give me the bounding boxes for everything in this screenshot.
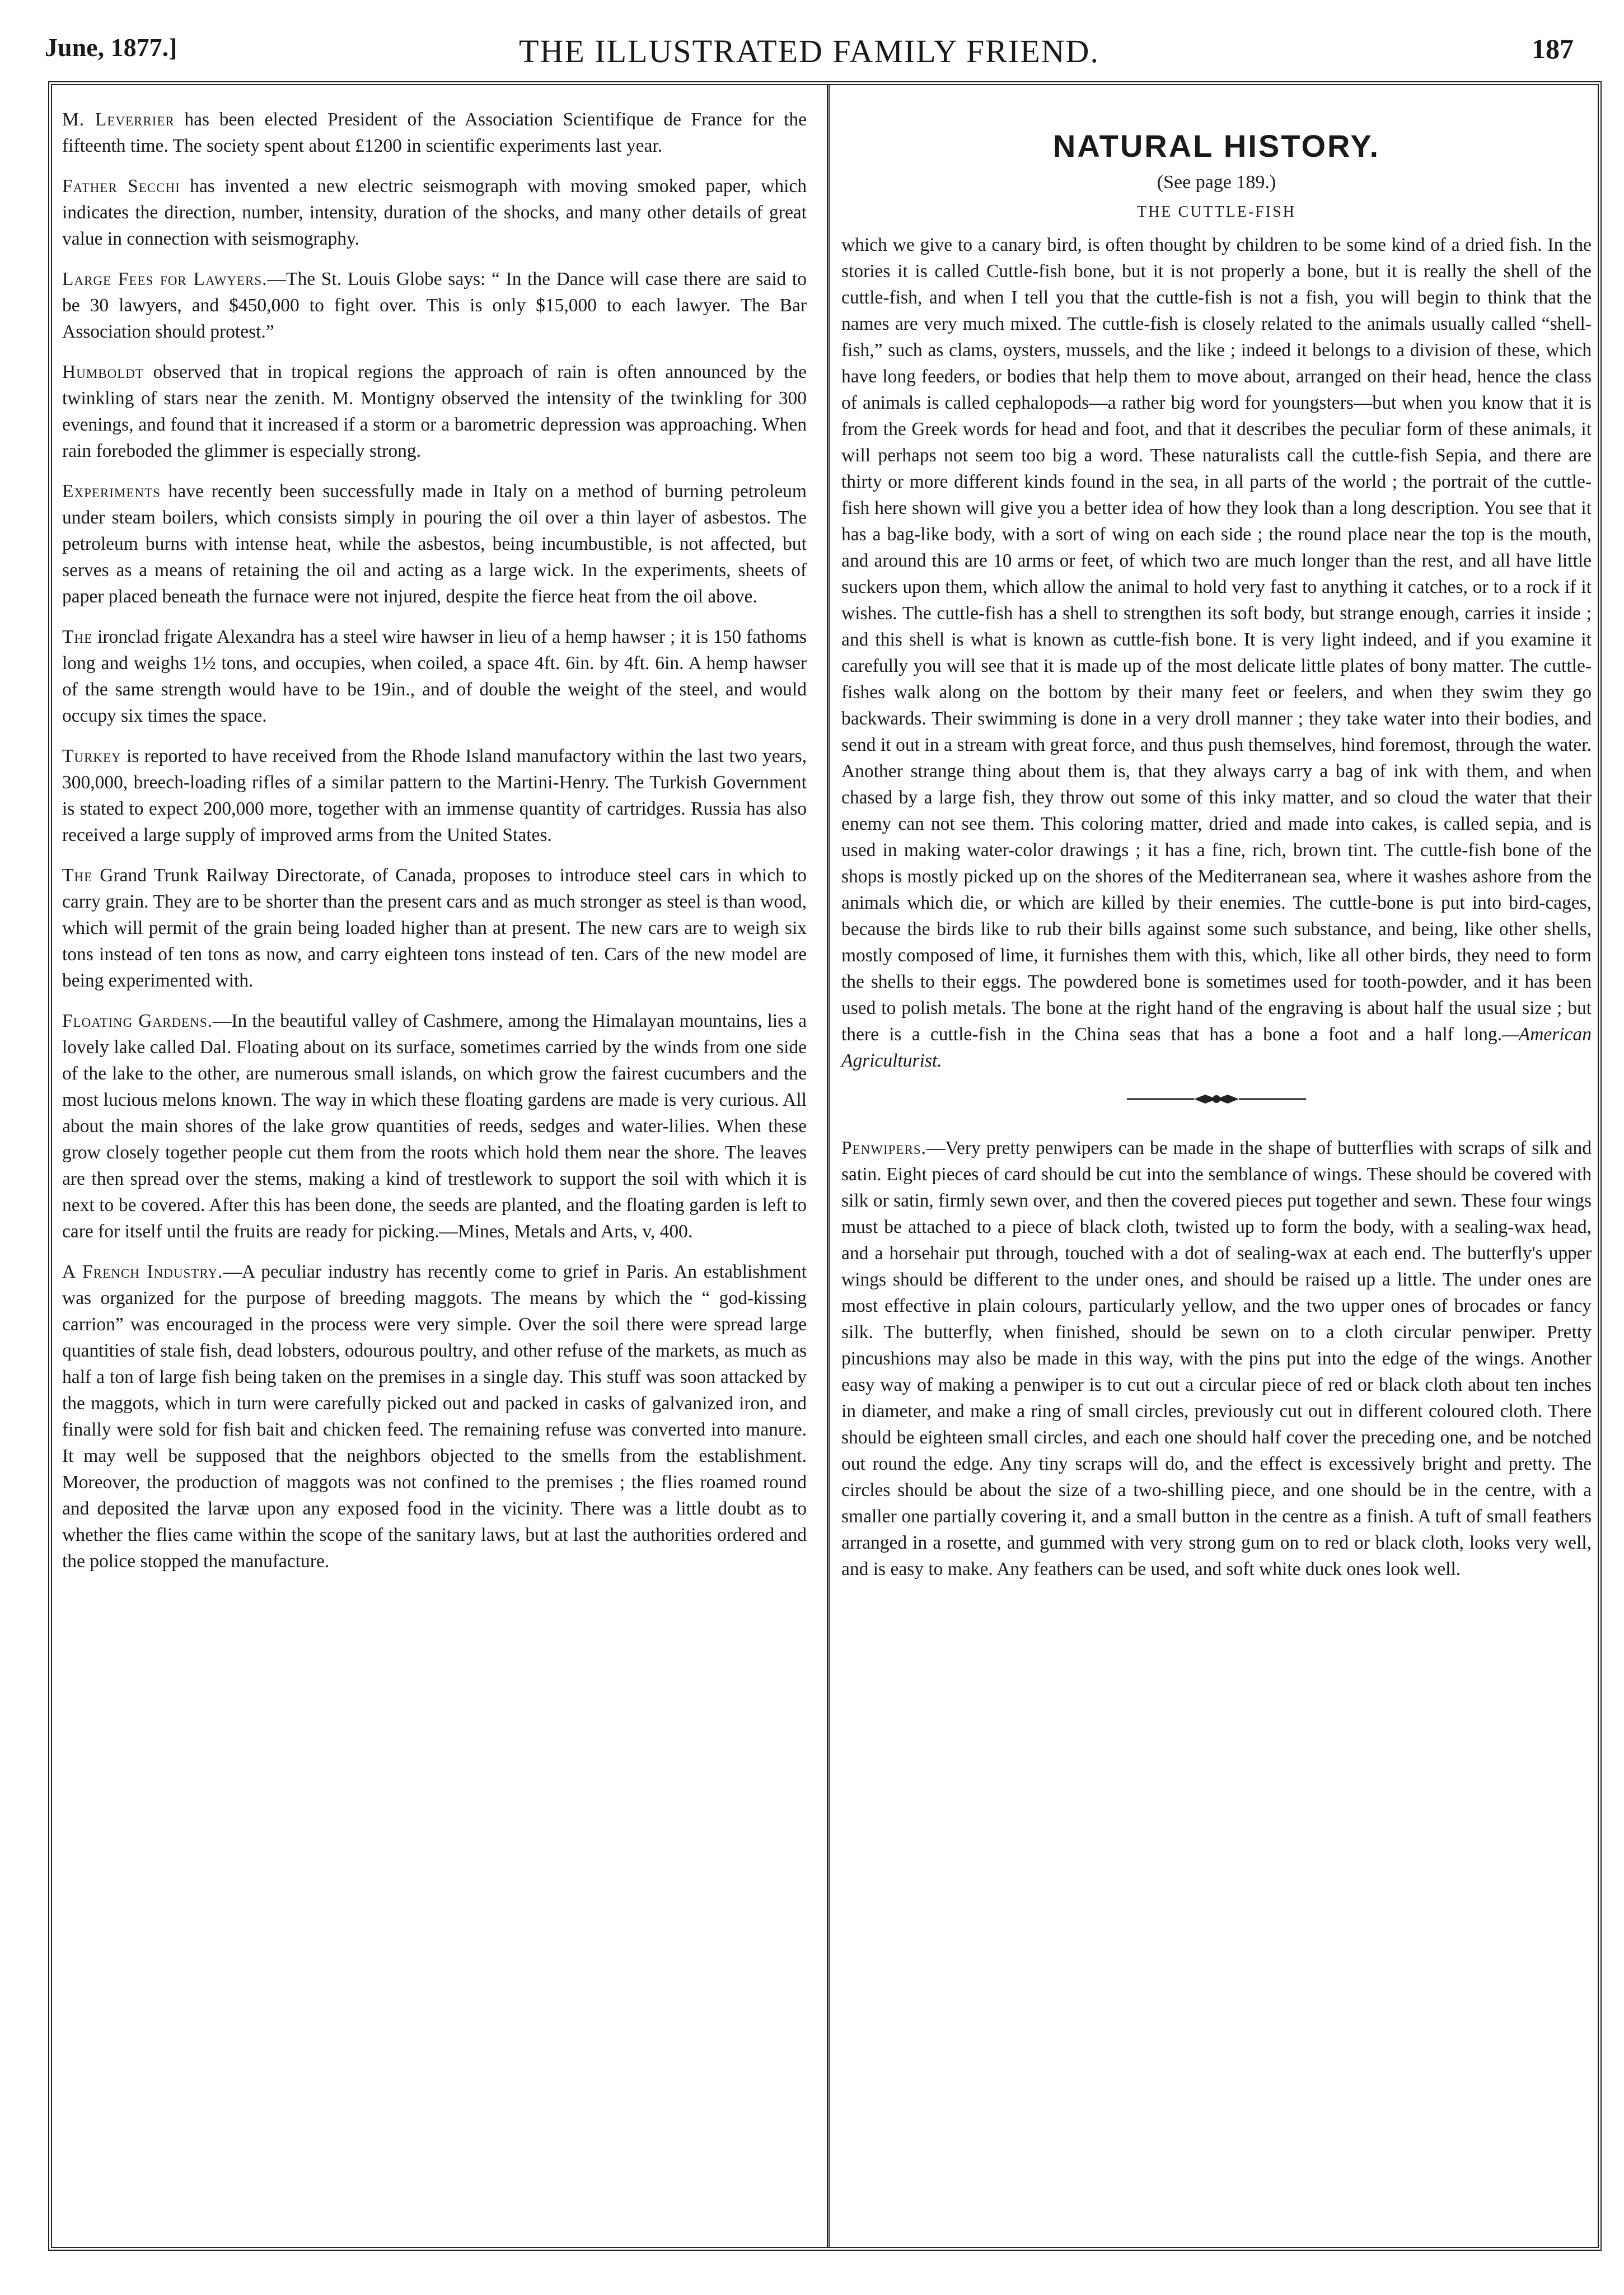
paragraph-text: has invented a new electric seismograph with moving smoked paper, which indicates the direction, number, intensity, duration of the shocks, and many other details of great value in connection with seismography. xyxy=(62,176,807,249)
paragraph-lead: Floating Gardens. xyxy=(62,1011,213,1031)
paragraph-lead: Humboldt xyxy=(62,362,144,382)
column-divider xyxy=(827,85,830,2247)
left-column xyxy=(62,106,807,1588)
paragraph-text: is reported to have received from the Rhode Island manufactory within the last two years, 300,000, breech-loading rifles of a similar pattern to the Martini-Henry. The Turkish Government is stated to expect 200,000 more, together with an immense quantity of cartridges. Russia has also received a large supply of improved arms from the United States. xyxy=(62,746,807,845)
paragraph-text: have recently been successfully made in Italy on a method of burning petroleum under steam boilers, which consists simply in pouring the oil over a thin layer of asbestos. The petroleum burns with intense heat, while the asbestos, being incumbustible, is not affected, but serves as a means of retaining the oil and acting as a large wick. In the experiments, sheets of paper placed beneath the furnace were not injured, despite the fierce heat from the oil above. xyxy=(62,481,807,607)
issue-date: June, 1877.] xyxy=(45,33,177,62)
paragraph-text: ironclad frigate Alexandra has a steel wire hawser in lieu of a hemp hawser ; it is 150 fathoms long and weighs 1½ tons, and occupies, when coiled, a space 4ft. 6in. by 4ft. 6in. A hemp hawser of the same strength would have to be 19in., and of double the weight of the steel, and would occupy six times the space. xyxy=(62,627,807,726)
paragraph-alexandra xyxy=(62,624,807,729)
paragraph-leverrier xyxy=(62,106,807,159)
section-ornament xyxy=(841,1088,1592,1119)
paragraph-lead: M. Leverrier xyxy=(62,109,175,130)
section-title: NATURAL HISTORY. xyxy=(1052,128,1380,163)
paragraph-lead: A French Industry. xyxy=(62,1261,223,1282)
paragraph-petroleum xyxy=(62,478,807,610)
cuttlefish-article xyxy=(841,232,1592,1074)
page-number: 187 xyxy=(1532,33,1574,64)
paragraph-secchi xyxy=(62,173,807,252)
paragraph-text: observed that in tropical regions the approach of rain is often announced by the twinkling of stars near the zenith. M. Montigny observed the intensity of the twinkling for 300 evenings, and found that it increased if a storm or a barometric depression was approaching. When rain foreboded the glimmer is especially strong. xyxy=(62,362,807,461)
cuttlefish-text: which we give to a canary bird, is often thought by children to be some kind of a dried fish. In the stories it is called Cuttle-fish bone, but it is not properly a bone, but it is really the shell of the cuttle-fish, and when I tell you that the cuttle-fish is not a fish, you will begin to think that the names are very much mixed. The cuttle-fish is closely related to the animals usually called “shell-fish,” such as clams, oysters, mussels, and the like ; indeed it belongs to a division of these, which have long feeders, or bodies that help them to move about, arranged on their head, hence the class of animals is called cephalopods—a rather big word for youngsters—but when you know that it is from the Greek words for head and foot, and that it describes the peculiar form of these animals, it will perhaps not seem too big a word. These naturalists call the cuttle-fish Sepia, and there are thirty or more different kinds found in the sea, in all parts of the world ; the portrait of the cuttle-fish here shown will give you a better idea of how they look than a long description. You see that it has a bag-like body, with a sort of wing on each side ; the round place near the top is the mouth, and around this are 10 arms or feet, of which two are much longer than the rest, and all have little suckers upon them, which allow the animal to hold very fast to anything it catches, or to a rock if it wishes. The cuttle-fish has a shell to strengthen its soft body, but strange enough, carries it inside ; and this shell is what is known as cuttle-fish bone. It is very light indeed, and if you examine it carefully you will see that it is made up of the most delicate little plates of bony matter. The cuttle-fishes walk along on the bottom by their many feet or feelers, and when they swim they go backwards. Their swimming is done in a very droll manner ; they take water into their bodies, and send it out in a stream with great force, and thus push themselves, hind foremost, through the water. Another strange thing about them is, that they always carry a bag of ink with them, and when chased by a large fish, they throw out some of this inky matter, and so cloud the water that their enemy can not see them. This coloring matter, dried and made into cakes, is called sepia, and is used in making water-color drawings ; it has a fine, rich, brown tint. The cuttle-fish bone of the shops is mostly picked up on the shores of the Mediterranean sea, where it washes ashore from the animals which die, or which are killed by their enemies. The cuttle-bone is put into bird-cages, because the birds like to rub their bills against some such substance, and being, like other shells, mostly composed of lime, it furnishes them with this, which, like all other birds, they need to form the shells to their eggs. The powdered bone is sometimes used for tooth-powder, and it has been used to polish metals. The bone at the right hand of the engraving is about half the usual size ; but there is a cuttle-fish in the China seas that has a bone a foot and a half long. xyxy=(841,235,1592,1045)
ornament-rule-icon xyxy=(1127,1088,1306,1110)
penwipers-text: —Very pretty penwipers can be made in the shape of butterflies with scraps of silk and satin. Eight pieces of card should be cut into the semblance of wings. These should be covered with silk or satin, firmly sewn over, and then the covered pieces put together and sewn. These four wings must be attached to a piece of black cloth, twisted up to form the body, with a sealing-wax head, and a horsehair put through, touched with a dot of sealing-wax at each end. The butterfly's upper wings should be different to the under ones, and should be raised up a little. The under ones are most effective in plain colours, particularly yellow, and the two upper ones of brocades or fancy silk. The butterfly, when finished, should be sewn on to a cloth circular penwiper. Pretty pincushions may also be made in this way, with the pins put into the edge of the wings. Another easy way of making a penwiper is to cut out a circular piece of red or black cloth about ten inches in diameter, and make a ring of small circles, previously cut out in different coloured cloth. There should be eighteen small circles, and each one should half cover the preceding one, and be notched out round the edge. Any tiny scraps will do, and the effect is excessively bright and pretty. The circles should be about the size of a two-shilling piece, and one should be in the centre, with a smaller one partially covering it, and a small button in the centre as a finish. A tuft of small feathers arranged in a rosette, and gummed with very strong gum on to red or black cloth, looks very well, and is easy to make. Any feathers can be used, and soft white duck ones look well. xyxy=(841,1138,1592,1579)
paragraph-floating-gardens xyxy=(62,1008,807,1245)
paragraph-text: —In the beautiful valley of Cashmere, among the Himalayan mountains, lies a lovely lake called Dal. Floating about on its surface, sometimes carried by the winds from one side of the lake to the other, are numerous small islands, on which grow the fairest cucumbers and the most lucious melons known. The way in which these floating gardens are made is very curious. All about the main shores of the lake grow quantities of reeds, sedges and water-lilies. When these grow closely together people cut them from the roots which hold them near the shore. The leaves are then spread over the stems, making a kind of trestlework to support the soil with which it is next to be covered. After this has been done, the seeds are planted, and the floating garden is left to care for itself until the fruits are ready for picking.—Mines, Metals and Arts, v, 400. xyxy=(62,1011,807,1242)
paragraph-lead: Father Secchi xyxy=(62,176,180,197)
paragraph-grand-trunk xyxy=(62,862,807,994)
penwipers-article xyxy=(841,1135,1592,1582)
paragraph-lead: Experiments xyxy=(62,481,161,502)
paragraph-lead: The xyxy=(62,865,93,886)
cuttlefish-source: —American Agriculturist. xyxy=(841,1024,1592,1071)
see-page-reference: (See page 189.) xyxy=(1157,172,1276,193)
article-subtitle: THE CUTTLE-FISH xyxy=(1137,203,1296,221)
running-head xyxy=(45,32,1574,77)
paragraph-lawyers xyxy=(62,266,807,345)
publication-title: THE ILLUSTRATED FAMILY FRIEND. xyxy=(519,33,1099,69)
paragraph-lead: The xyxy=(62,627,93,647)
paragraph-text: has been elected President of the Association Scientifique de France for the fifteenth time. The society spent about £1200 in scientific experiments last year. xyxy=(62,109,807,156)
paragraph-humboldt xyxy=(62,359,807,464)
paragraph-text: —A peculiar industry has recently come to grief in Paris. An establishment was organized for the purpose of breeding maggots. The means by which the “ god-kissing carrion” was encouraged in the process were very simple. Over the soil there were spread large quantities of stale fish, dead lobsters, odourous poultry, and other refuse of the markets, as much as half a ton of large fish being taken on the premises in a single day. This stuff was soon attacked by the maggots, which in turn were carefully picked out and packed in casks of galvanized iron, and finally were sold for fish bait and chicken feed. The remaining refuse was converted into manure. It may well be supposed that the neighbors objected to the smells from the establishment. Moreover, the production of maggots was not confined to the premises ; the flies roamed round and deposited the larvæ upon any exposed food in the vicinity. There was a little doubt as to whether the flies came within the scope of the sanitary laws, but at last the authorities ordered and the police stopped the manufacture. xyxy=(62,1261,807,1572)
penwipers-lead: Penwipers. xyxy=(841,1138,927,1158)
paragraph-french-industry xyxy=(62,1259,807,1574)
paragraph-turkey xyxy=(62,743,807,848)
paragraph-text: —The St. Louis Globe says: “ In the Dance will case there are said to be 30 lawyers, and $450,000 to fight over. This is only $15,000 to each lawyer. The Bar Association should protest.” xyxy=(62,269,807,342)
paragraph-lead: Turkey xyxy=(62,746,121,766)
content-frame xyxy=(48,81,1602,2251)
paragraph-text: Grand Trunk Railway Directorate, of Canada, proposes to introduce steel cars in which to carry grain. They are to be shorter than the present cars and as much stronger as steel is than wood, which will permit of the grain being loaded higher than at present. The new cars are to weigh six tons instead of ten tons as now, and carry eighteen tons instead of ten. Cars of the new model are being experimented with. xyxy=(62,865,807,991)
right-column xyxy=(841,129,1592,1596)
paragraph-lead: Large Fees for Lawyers. xyxy=(62,269,268,289)
